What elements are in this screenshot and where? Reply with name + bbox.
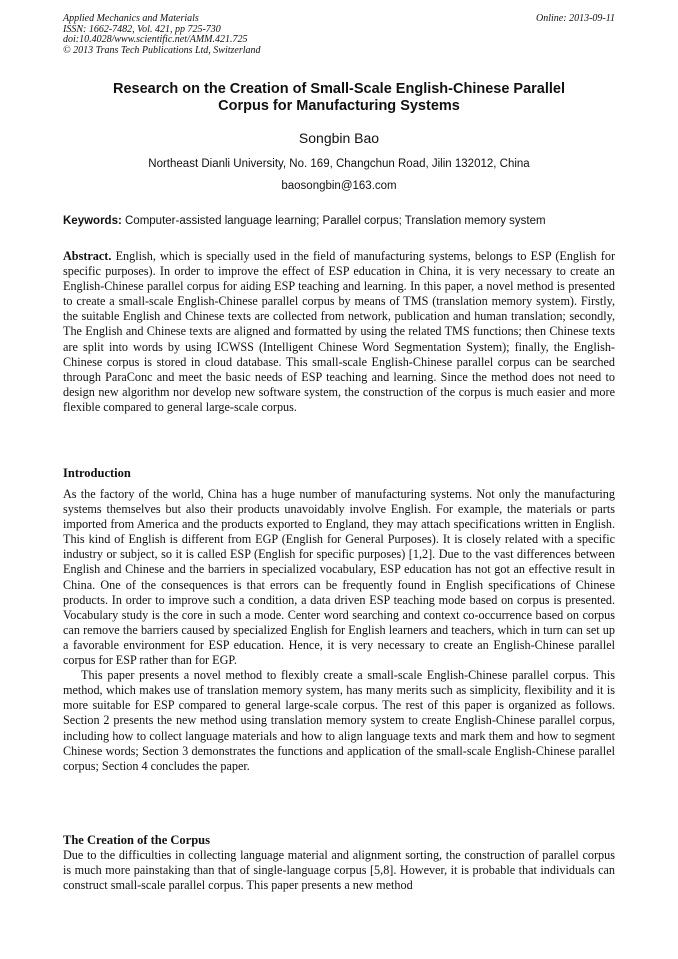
title-line-2: Corpus for Manufacturing Systems <box>218 98 460 114</box>
keywords-label: Keywords: <box>63 215 122 227</box>
abstract <box>63 249 615 415</box>
abstract-label: Abstract. <box>63 249 112 263</box>
author-email: baosongbin@163.com <box>281 180 397 192</box>
keywords <box>63 214 615 228</box>
introduction-body <box>63 487 615 774</box>
doi-line: doi:10.4028/www.scientific.net/AMM.421.725 <box>63 34 248 45</box>
abstract-text: English, which is specially used in the field of manufacturing systems, belongs to ESP (English for specific purposes). In order to improve the effect of ESP education in China, it is very necessary to create an English-Chinese parallel corpus for aiding ESP teaching and learning. In this paper, a novel method is presented to create a small-scale English-Chinese parallel corpus by means of TMS (translation memory system). Firstly, the suitable English and Chinese texts are collected from network, publication and human translation; secondly, The English and Chinese texts are aligned and formatted by using the related TMS functions; then Chinese texts are split into words by using ICWSS (Intelligent Chinese Word Segmentation System); finally, the English-Chinese corpus is stored in cloud database. This small-scale English-Chinese parallel corpus can be searched through ParaConc and meet the basic needs of ESP teaching and learning. Since the method does not need to design new algorithm nor develop new software system, the construction of the corpus is much easier and more flexible compared to general large-scale corpus. <box>63 249 616 414</box>
introduction-heading: Introduction <box>63 466 131 480</box>
title-line-1: Research on the Creation of Small-Scale English-Chinese Parallel <box>112 81 566 97</box>
introduction-paragraph-2: This paper presents a novel method to flexibly create a small-scale English-Chinese parallel corpus. This method, which makes use of translation memory system, has many merits such as simplicity, flexibility and it is more suitable for ESP compared to general large-scale corpus. The rest of this paper is organized as follows. Section 2 presents the new method using translation memory system to create English-Chinese parallel corpus, including how to collect language materials and how to align language texts and mark them and how to segment Chinese words; Section 3 demonstrates the functions and application of the small-scale English-Chinese parallel corpus; Section 4 concludes the paper. <box>63 668 615 773</box>
introduction-paragraph-1: As the factory of the world, China has a huge number of manufacturing systems. Not only the manufacturing systems themselves but also their products unavoidably involve English. For example, the materials or parts imported from America and the products exported to England, they may attach specifications written in English. This kind of English is different from EGP (English for General Purposes). It is closely related with a specific industry or subject, so it is called ESP (English for specific purposes) [1,2]. Due to the vast differences between English and Chinese and the barriers in specialized vocabulary, ESP education has not got an effective result in China. One of the consequences is that errors can be frequently found in English specifications of Chinese products. In order to improve such a condition, a data driven ESP teaching mode based on corpus is presented. Vocabulary study is the core in such a mode. Center word searching and context co-occurrence based on corpus can remove the barriers caused by specialized English for English learners and teachers, which in turn can set up a favorable environment for ESP education. Hence, it is very necessary to create an English-Chinese parallel corpus for ESP rather than for EGP. <box>63 487 615 668</box>
copyright-line: © 2013 Trans Tech Publications Ltd, Switzerland <box>63 44 261 56</box>
online-date: Online: 2013-09-11 <box>536 13 615 24</box>
creation-body <box>63 848 615 893</box>
creation-heading: The Creation of the Corpus <box>63 833 210 847</box>
author-name: Songbin Bao <box>298 130 380 146</box>
journal-name: Applied Mechanics and Materials <box>63 13 199 24</box>
affiliation: Northeast Dianli University, No. 169, Changchun Road, Jilin 132012, China <box>148 158 530 170</box>
journal-header <box>63 14 261 56</box>
paper-title <box>63 81 615 115</box>
creation-paragraph-1: Due to the difficulties in collecting language material and alignment sorting, the construction of parallel corpus is much more painstaking than that of single-language corpus [5,8]. However, it is probable that individuals can construct small-scale parallel corpus. This paper presents a new method <box>63 848 615 893</box>
keywords-text: Computer-assisted language learning; Parallel corpus; Translation memory system <box>125 215 546 227</box>
issn-line: ISSN: 1662-7482, Vol. 421, pp 725-730 <box>63 23 221 35</box>
